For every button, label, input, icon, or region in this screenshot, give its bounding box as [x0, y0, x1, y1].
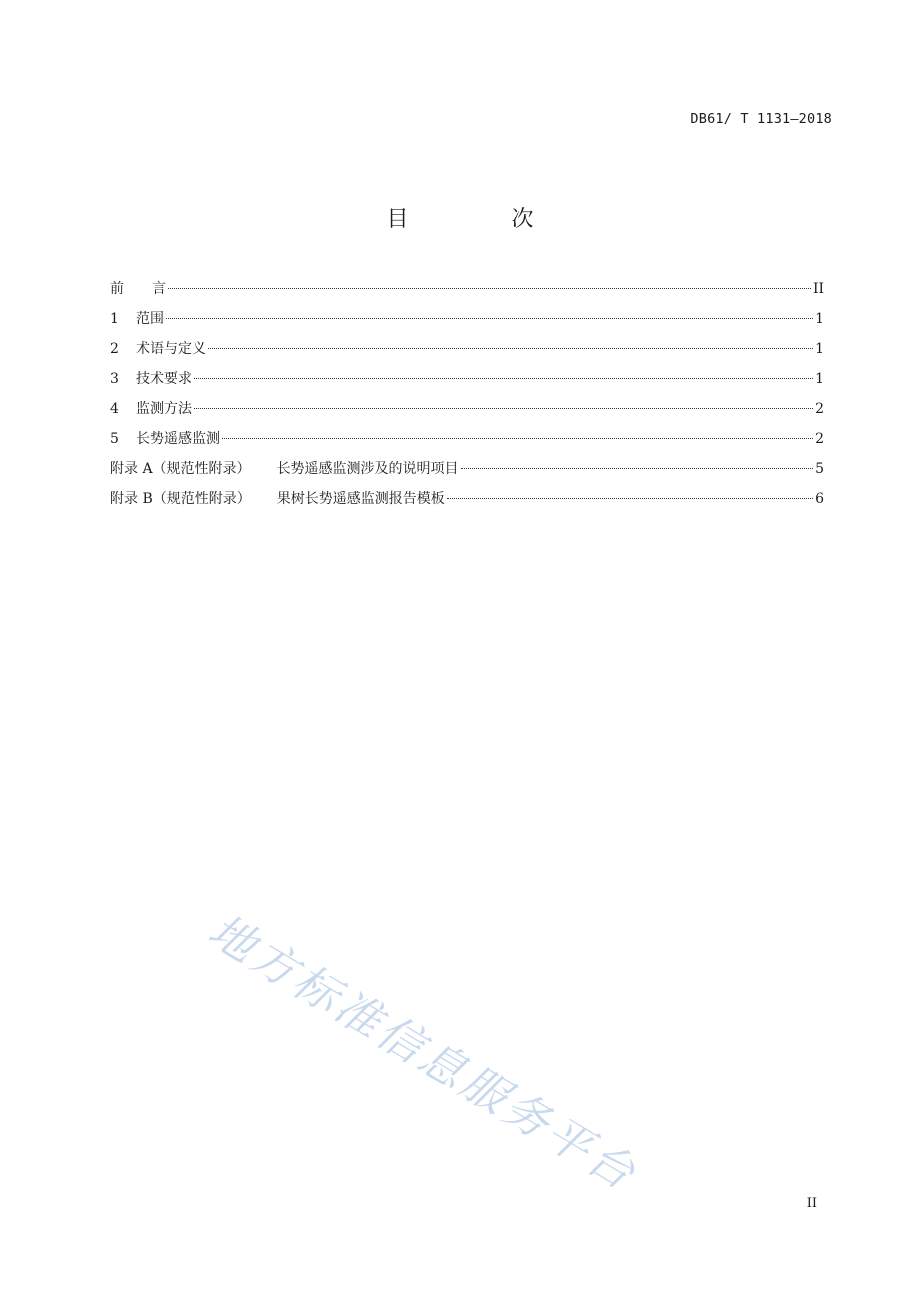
- toc-entry-title: 长势遥感监测: [136, 431, 220, 447]
- toc-entry-page: 1: [815, 341, 824, 357]
- toc-entry-page: 1: [815, 371, 824, 387]
- toc-entry-page: 2: [815, 401, 824, 417]
- page-title: 目 次: [386, 207, 582, 232]
- toc-entry-label: [110, 398, 192, 420]
- leader-dots: [208, 348, 813, 349]
- toc-entry-label: [110, 338, 206, 360]
- toc-entry-title: 术语与定义: [136, 341, 206, 357]
- appendix-prefix: 附录 A（规范性附录）: [110, 461, 251, 477]
- toc-entry-label: [110, 368, 192, 390]
- toc-entry-requirements[interactable]: [110, 368, 824, 398]
- appendix-title: 果树长势遥感监测报告模板: [276, 491, 445, 507]
- leader-dots: [222, 438, 813, 439]
- page-number: II: [806, 1196, 817, 1211]
- toc-entry-page: II: [812, 281, 824, 297]
- toc-entry-number: 2: [110, 341, 119, 357]
- toc-entry-appendix-b[interactable]: [110, 488, 824, 518]
- toc-entry-methods[interactable]: [110, 398, 824, 428]
- toc-entry-number: 5: [110, 431, 119, 447]
- standard-code: DB61/ T 1131—2018: [690, 111, 832, 127]
- toc-entry-monitoring[interactable]: [110, 428, 824, 458]
- leader-dots: [447, 498, 813, 499]
- leader-dots: [168, 288, 811, 289]
- toc-entry-number: 4: [110, 401, 119, 417]
- toc-entry-page: 6: [815, 491, 824, 507]
- table-of-contents: [110, 278, 824, 518]
- leader-dots: [194, 378, 813, 379]
- leader-dots: [461, 468, 814, 469]
- toc-entry-title: 监测方法: [136, 401, 192, 417]
- toc-entry-label: [110, 428, 220, 450]
- toc-entry-number: 3: [110, 371, 119, 387]
- toc-entry-label: [110, 458, 459, 480]
- toc-entry-title: 范围: [136, 311, 164, 327]
- leader-dots: [194, 408, 813, 409]
- watermark: 地方标准信息服务平台: [199, 903, 647, 1202]
- toc-entry-number: 1: [110, 311, 119, 327]
- appendix-prefix: 附录 B（规范性附录）: [110, 491, 251, 507]
- toc-entry-title: 技术要求: [136, 371, 192, 387]
- toc-entry-scope[interactable]: [110, 308, 824, 338]
- appendix-title: 长势遥感监测涉及的说明项目: [276, 461, 459, 477]
- toc-entry-label: [110, 488, 445, 510]
- toc-entry-label: 前 言: [110, 281, 166, 297]
- toc-entry-appendix-a[interactable]: [110, 458, 824, 488]
- toc-entry-page: 1: [815, 311, 824, 327]
- toc-entry-preface[interactable]: [110, 278, 824, 308]
- leader-dots: [166, 318, 813, 319]
- toc-entry-page: 5: [815, 461, 824, 477]
- toc-entry-terms[interactable]: [110, 338, 824, 368]
- toc-entry-page: 2: [815, 431, 824, 447]
- toc-entry-label: [110, 308, 164, 330]
